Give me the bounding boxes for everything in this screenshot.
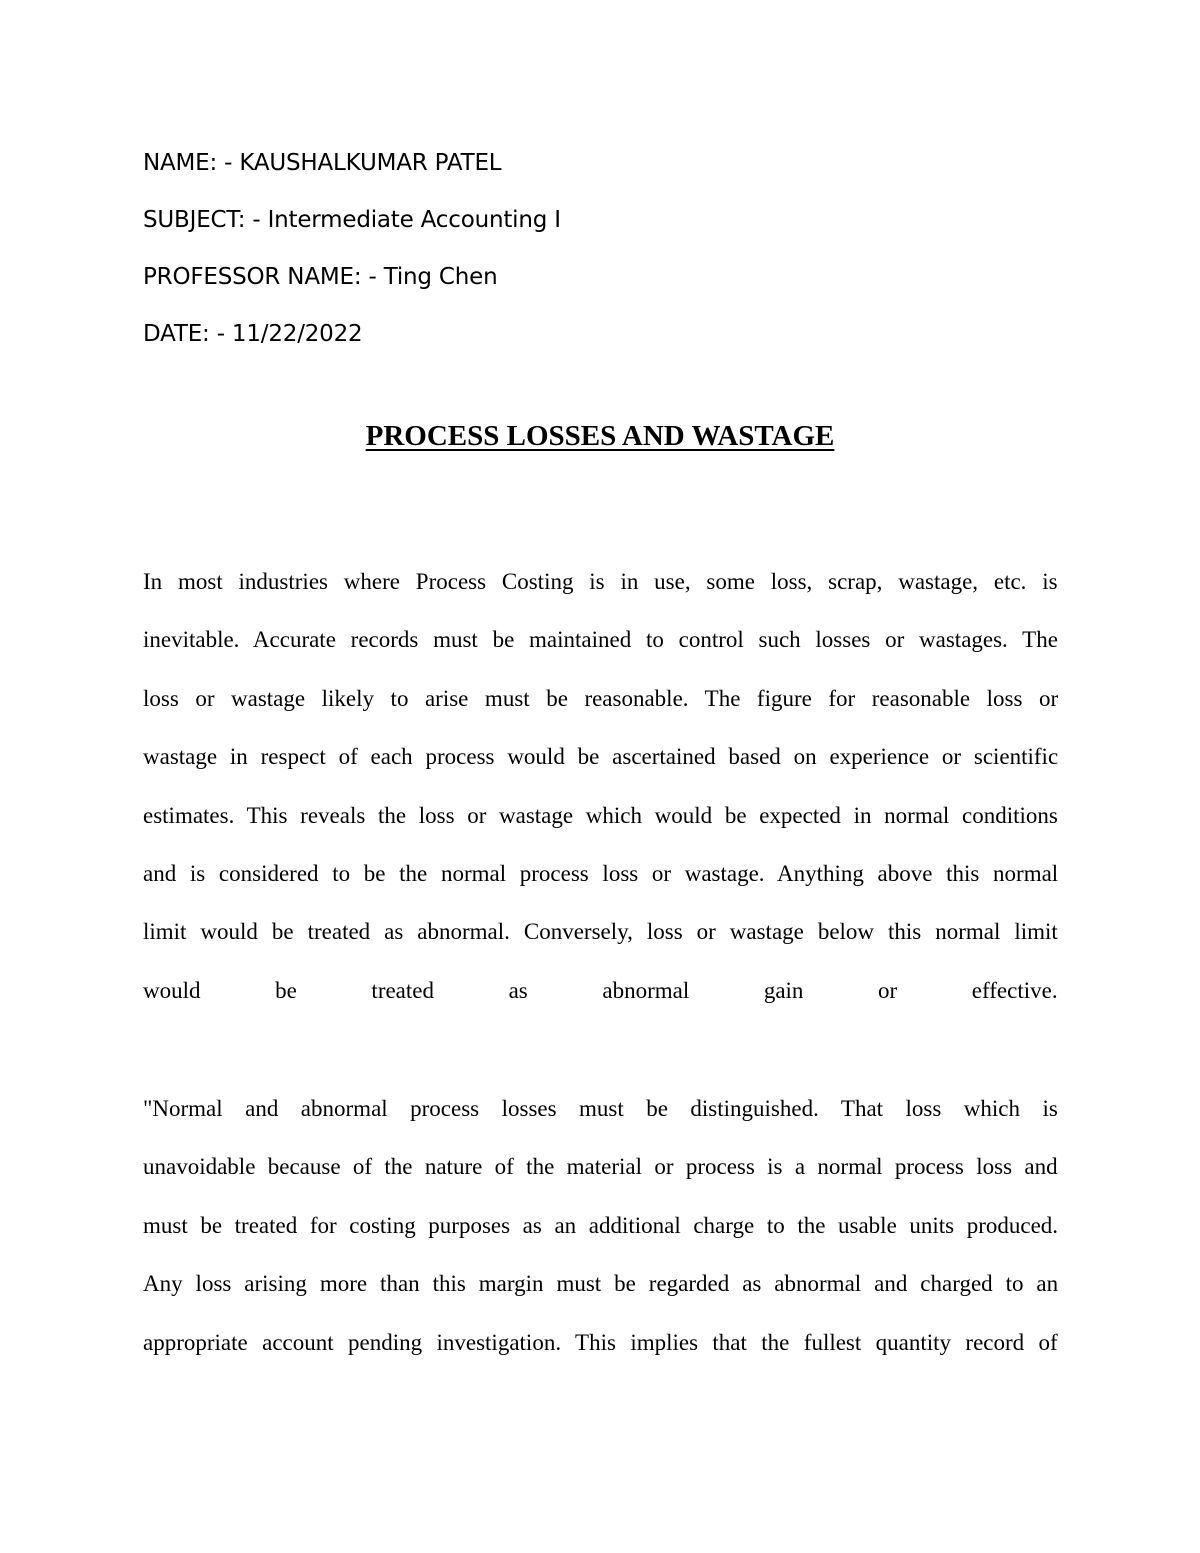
paragraph-1 — [143, 553, 1058, 1020]
paragraph-line: would be treated as abnormal gain or effective. — [143, 977, 1058, 1003]
student-info-block — [143, 143, 561, 371]
paragraph-line: and is considered to be the normal process loss or wastage. Anything above this normal — [143, 860, 1059, 886]
paragraph-line: In most industries where Process Costing is in use, some loss, scrap, wastage, etc. is — [143, 569, 1058, 594]
paragraph-line: loss or wastage likely to arise must be reasonable. The figure for reasonable loss or — [143, 685, 1059, 711]
paragraph-line: wastage in respect of each process would be ascertained based on experience or scientific — [143, 744, 1059, 770]
paragraph-line: inevitable. Accurate records must be maintained to control such losses or wastages. The — [143, 627, 1058, 653]
subject-line: SUBJECT: - Intermediate Accounting I — [143, 207, 561, 233]
paragraph-line: Any loss arising more than this margin must be regarded as abnormal and charged to an — [143, 1271, 1059, 1297]
professor-name-line: PROFESSOR NAME: - Ting Chen — [143, 264, 498, 290]
paragraph-line: limit would be treated as abnormal. Conversely, loss or wastage below this normal limit — [143, 919, 1058, 945]
date-line: DATE: - 11/22/2022 — [143, 321, 363, 347]
student-name-line: NAME: - KAUSHALKUMAR PATEL — [143, 150, 502, 176]
paragraph-line: "Normal and abnormal process losses must be distinguished. That loss which is — [143, 1096, 1058, 1121]
paragraph-line: must be treated for costing purposes as an additional charge to the usable units produced. — [143, 1212, 1059, 1238]
document-title: PROCESS LOSSES AND WASTAGE — [365, 420, 835, 452]
paragraph-2 — [143, 1080, 1058, 1372]
paragraph-line: appropriate account pending investigation. This implies that the fullest quantity record of — [143, 1329, 1058, 1355]
paragraph-line: estimates. This reveals the loss or wastage which would be expected in normal conditions — [143, 802, 1058, 828]
paragraph-line: unavoidable because of the nature of the material or process is a normal process loss and — [143, 1154, 1058, 1180]
